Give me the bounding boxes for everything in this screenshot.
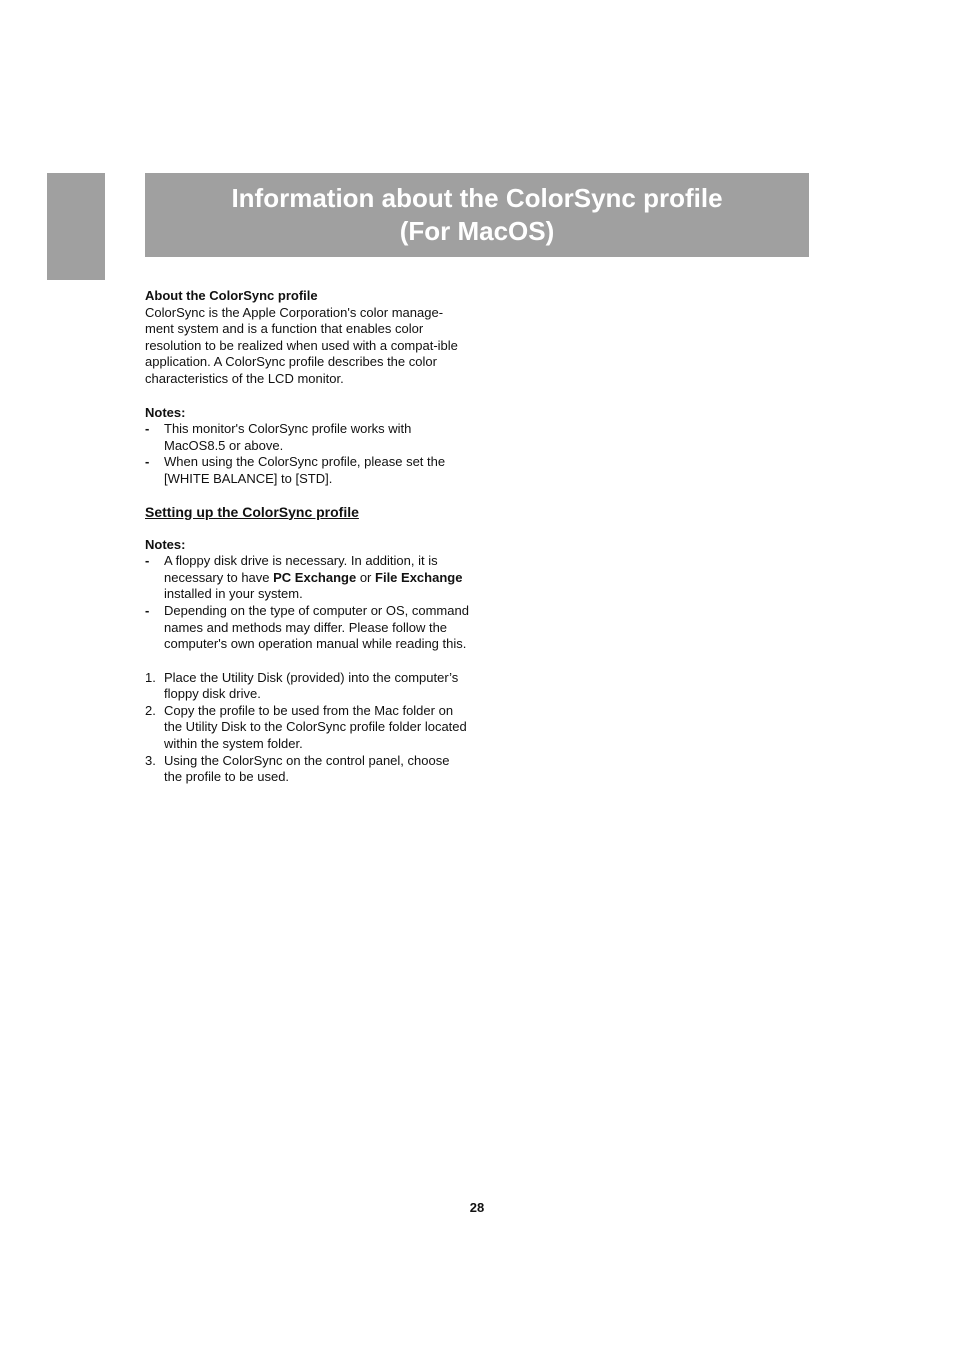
- note-text: This monitor's ColorSync profile works with MacOS8.5 or above.: [164, 421, 412, 453]
- note-text-part: or: [356, 569, 376, 585]
- note-text-part: installed in your system.: [164, 586, 303, 602]
- step-number: 3.: [145, 752, 156, 768]
- step-text: Place the Utility Disk (provided) into the computer’s floppy disk drive.: [164, 669, 459, 702]
- bullet-dash: -: [145, 421, 150, 437]
- bullet-dash: -: [145, 553, 150, 569]
- steps-list: [145, 670, 470, 786]
- pc-exchange-label: PC Exchange: [273, 569, 357, 585]
- list-item: [145, 421, 470, 454]
- about-body: ColorSync is the Apple Corporation's color manage-ment system and is a function that enables color resolution to be realized when used with a compat-ible application. A ColorSync profile describes the color characteristics of the LCD monitor.: [145, 304, 458, 386]
- step-text: Using the ColorSync on the control panel, choose the profile to be used.: [164, 752, 450, 785]
- notes-list: [145, 553, 470, 653]
- step-number: 2.: [145, 702, 156, 718]
- step-number: 1.: [145, 669, 156, 685]
- page-title-line2: (For MacOS): [399, 216, 555, 246]
- bullet-dash: -: [145, 454, 150, 470]
- note-text: [164, 553, 470, 603]
- title-banner: [145, 173, 809, 257]
- notes-heading: Notes:: [145, 404, 186, 420]
- note-text: When using the ColorSync profile, please set the [WHITE BALANCE] to [STD].: [164, 454, 446, 486]
- page-number: 28: [469, 1200, 485, 1215]
- list-item: [145, 454, 470, 487]
- list-item: [145, 553, 470, 603]
- notes-heading: Notes:: [145, 536, 186, 552]
- step-item: [145, 753, 470, 786]
- note-text-part: A floppy disk drive is necessary. In addition, it is necessary to have: [164, 553, 438, 585]
- step-item: [145, 670, 470, 703]
- step-text: Copy the profile to be used from the Mac folder on the Utility Disk to the ColorSync profile folder located within the system folder.: [164, 702, 467, 752]
- about-heading: About the ColorSync profile: [145, 288, 318, 303]
- list-item: [145, 603, 470, 653]
- side-tab-marker: [47, 173, 105, 280]
- note-text: Depending on the type of computer or OS, command names and methods may differ. Please follow the computer's own operation manual while reading this.: [164, 602, 469, 652]
- file-exchange-label: File Exchange: [375, 569, 463, 585]
- content-column: [145, 288, 470, 786]
- section-heading: Setting up the ColorSync profile: [145, 503, 359, 520]
- notes-list: [145, 421, 470, 487]
- step-item: [145, 703, 470, 753]
- page-title-line1: Information about the ColorSync profile: [231, 183, 723, 213]
- bullet-dash: -: [145, 602, 150, 618]
